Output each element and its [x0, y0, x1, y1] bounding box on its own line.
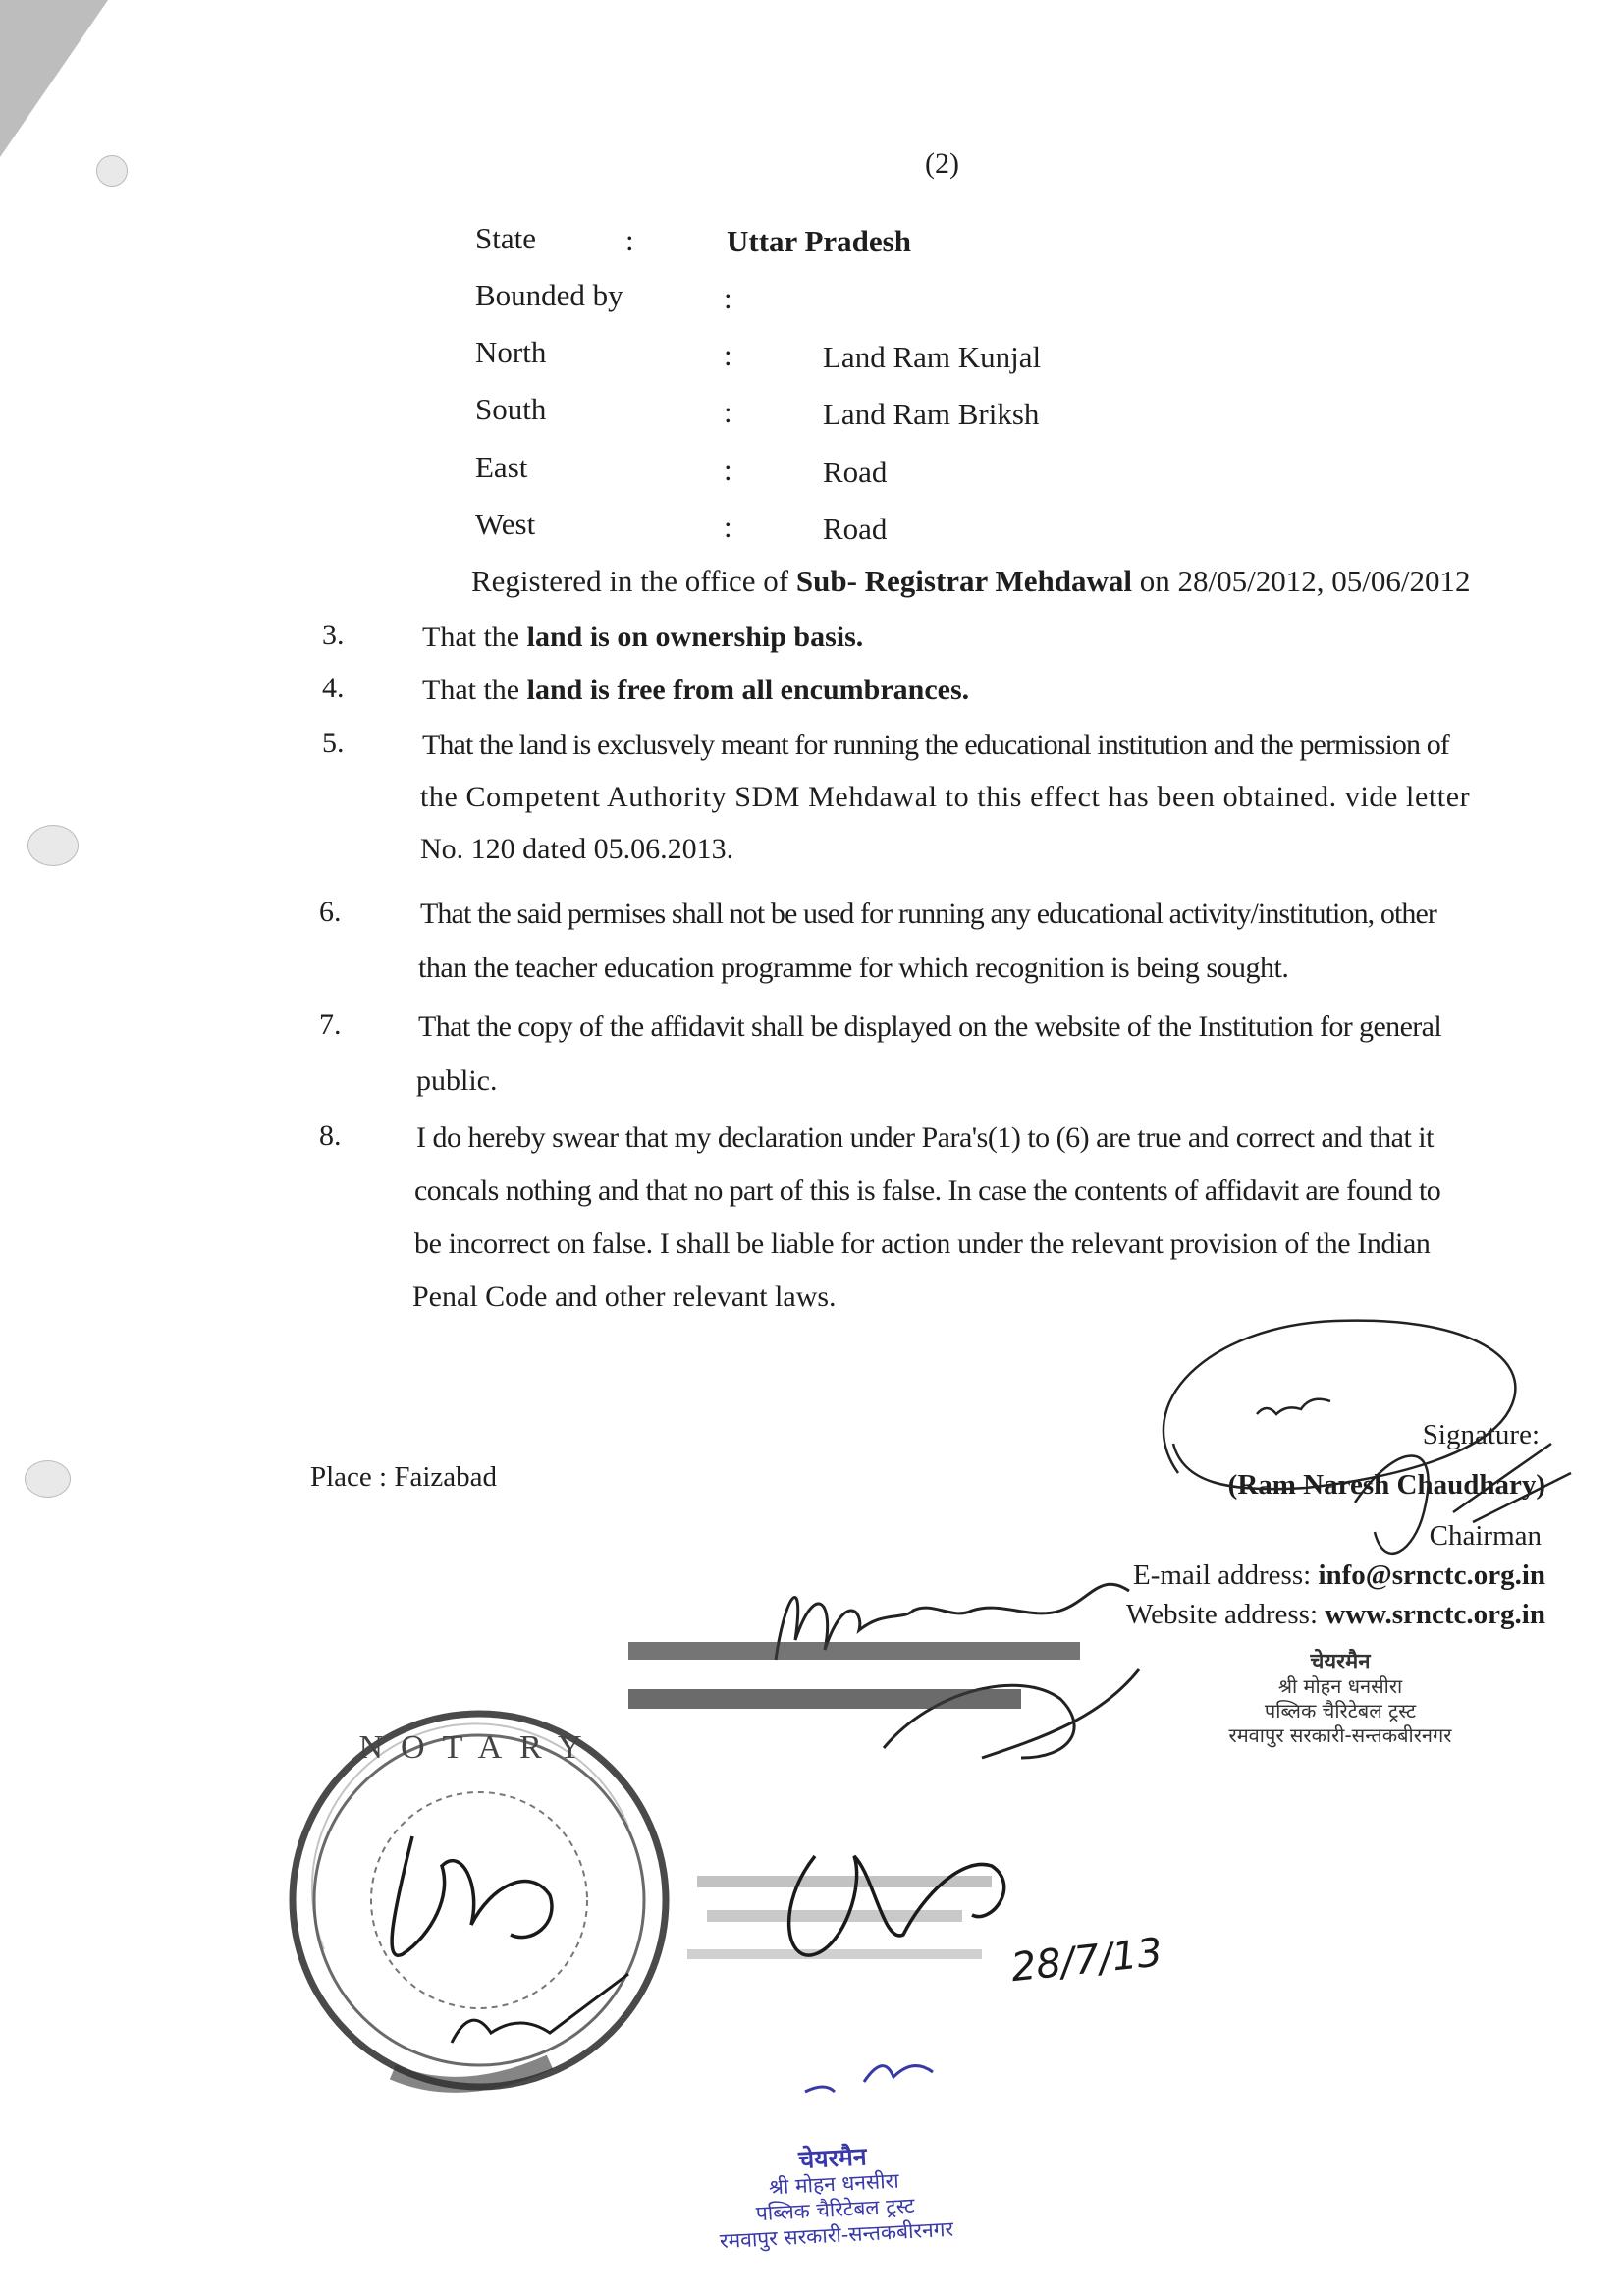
- signature-label: Signature:: [1422, 1419, 1540, 1450]
- para-3-bold: land is on ownership basis.: [526, 621, 864, 653]
- registered-prefix: Registered in the office of: [471, 564, 796, 598]
- para-5-line-2: the Competent Authority SDM Mehdawal to this effect has been obtained. vide letter: [420, 781, 1471, 813]
- para-5-line-1: That the land is exclusvely meant for running the educational institution and the permission of: [422, 729, 1449, 761]
- state-colon: :: [625, 223, 634, 257]
- notary-seal: [293, 1714, 666, 2087]
- bounded-by-colon: :: [724, 281, 732, 315]
- north-label: North: [475, 335, 547, 369]
- state-value: Uttar Pradesh: [727, 224, 911, 258]
- redacted-bar-2: [628, 1689, 1021, 1709]
- south-label: South: [475, 392, 547, 426]
- stamp-bottom-line-1: चेयरमैन: [797, 2142, 868, 2174]
- west-colon: :: [724, 510, 732, 544]
- signatory-name: (Ram Naresh Chaudhary): [1227, 1469, 1545, 1501]
- para-8-line-4: Penal Code and other relevant laws.: [412, 1281, 837, 1313]
- para-3-prefix: That the: [422, 621, 527, 653]
- west-label: West: [475, 507, 536, 541]
- para-7-line-1: That the copy of the affidavit shall be displayed on the website of the Institution for general: [418, 1011, 1442, 1043]
- para-5-number: 5.: [322, 727, 345, 759]
- para-4-prefix: That the: [422, 674, 527, 706]
- para-6-line-1: That the said permises shall not be used for running any educational activity/institution, other: [420, 898, 1437, 930]
- redacted-bar-5: [687, 1949, 982, 1959]
- para-6-line-2: than the teacher education programme for which recognition is being sought.: [418, 952, 1289, 984]
- signature-loop: [1164, 1321, 1515, 1490]
- notary-signature: [392, 1836, 552, 1955]
- notary-seal-text: NOTARY: [358, 1729, 600, 1766]
- registered-office: Sub- Registrar Mehdawal: [795, 564, 1132, 598]
- para-4-bold: land is free from all encumbrances.: [526, 674, 970, 706]
- stamp-right-line-4: रमवापुर सरकारी-सन्तकबीरनगर: [1228, 1723, 1452, 1747]
- para-5-line-3: No. 120 dated 05.06.2013.: [420, 833, 734, 865]
- stamp-right-line-2: श्री मोहन धनसीरा: [1277, 1674, 1403, 1698]
- para-7-number: 7.: [319, 1009, 342, 1041]
- handwritten-date: 28/7/13: [1008, 1930, 1164, 1992]
- east-colon: :: [724, 453, 732, 487]
- para-8-line-2: concals nothing and that no part of this is false. In case the contents of affidavit are found to: [414, 1175, 1441, 1207]
- stamp-right-line-3: पब्लिक चैरिटेबल ट्रस्ट: [1264, 1699, 1417, 1722]
- website-label: Website address:: [1126, 1599, 1326, 1630]
- registered-suffix: on 28/05/2012, 05/06/2012: [1132, 564, 1471, 598]
- para-6-number: 6.: [319, 896, 342, 928]
- south-value: Land Ram Briksh: [823, 397, 1040, 431]
- stamp-bottom-line-3: पब्लिक चैरिटेबल ट्रस्ट: [755, 2193, 916, 2226]
- north-value: Land Ram Kunjal: [823, 340, 1042, 374]
- south-colon: :: [724, 395, 732, 429]
- stamp-bottom-line-2: श्री मोहन धनसीरा: [768, 2168, 900, 2200]
- para-4-number: 4.: [322, 672, 345, 704]
- signatory-title: Chairman: [1429, 1520, 1542, 1552]
- state-label: State: [475, 221, 536, 255]
- west-value: Road: [823, 512, 888, 546]
- redacted-bar-4: [707, 1910, 962, 1922]
- email-label: E-mail address:: [1132, 1559, 1319, 1591]
- east-label: East: [475, 450, 528, 484]
- para-8-line-3: be incorrect on false. I shall be liable for action under the relevant provision of the Indian: [414, 1228, 1431, 1260]
- signature-scribble-1: [1257, 1399, 1330, 1414]
- page-number: (2): [925, 147, 959, 180]
- redacted-bar-1: [628, 1642, 1080, 1660]
- para-3-number: 3.: [322, 619, 345, 651]
- bounded-by-label: Bounded by: [475, 278, 623, 312]
- east-value: Road: [823, 455, 888, 489]
- north-colon: :: [724, 338, 732, 372]
- signature-scribble-2: [1355, 1444, 1571, 1554]
- para-7-line-2: public.: [416, 1065, 498, 1097]
- website-value: www.srnctc.org.in: [1325, 1599, 1545, 1630]
- para-8-number: 8.: [319, 1120, 342, 1152]
- signature-cross: [884, 1669, 1139, 1758]
- place-line: Place : Faizabad: [310, 1461, 498, 1493]
- date-signature: [789, 1856, 1004, 1955]
- para-8-line-1: I do hereby swear that my declaration under Para's(1) to (6) are true and correct and that it: [416, 1121, 1434, 1154]
- stamp-bottom-line-4: रमवापुर सरकारी-सन्तकबीरनगर: [719, 2216, 954, 2254]
- blue-scribble: [805, 2066, 933, 2092]
- stamp-right-line-1: चेयरमैन: [1310, 1650, 1371, 1674]
- email-value: info@srnctc.org.in: [1318, 1559, 1545, 1591]
